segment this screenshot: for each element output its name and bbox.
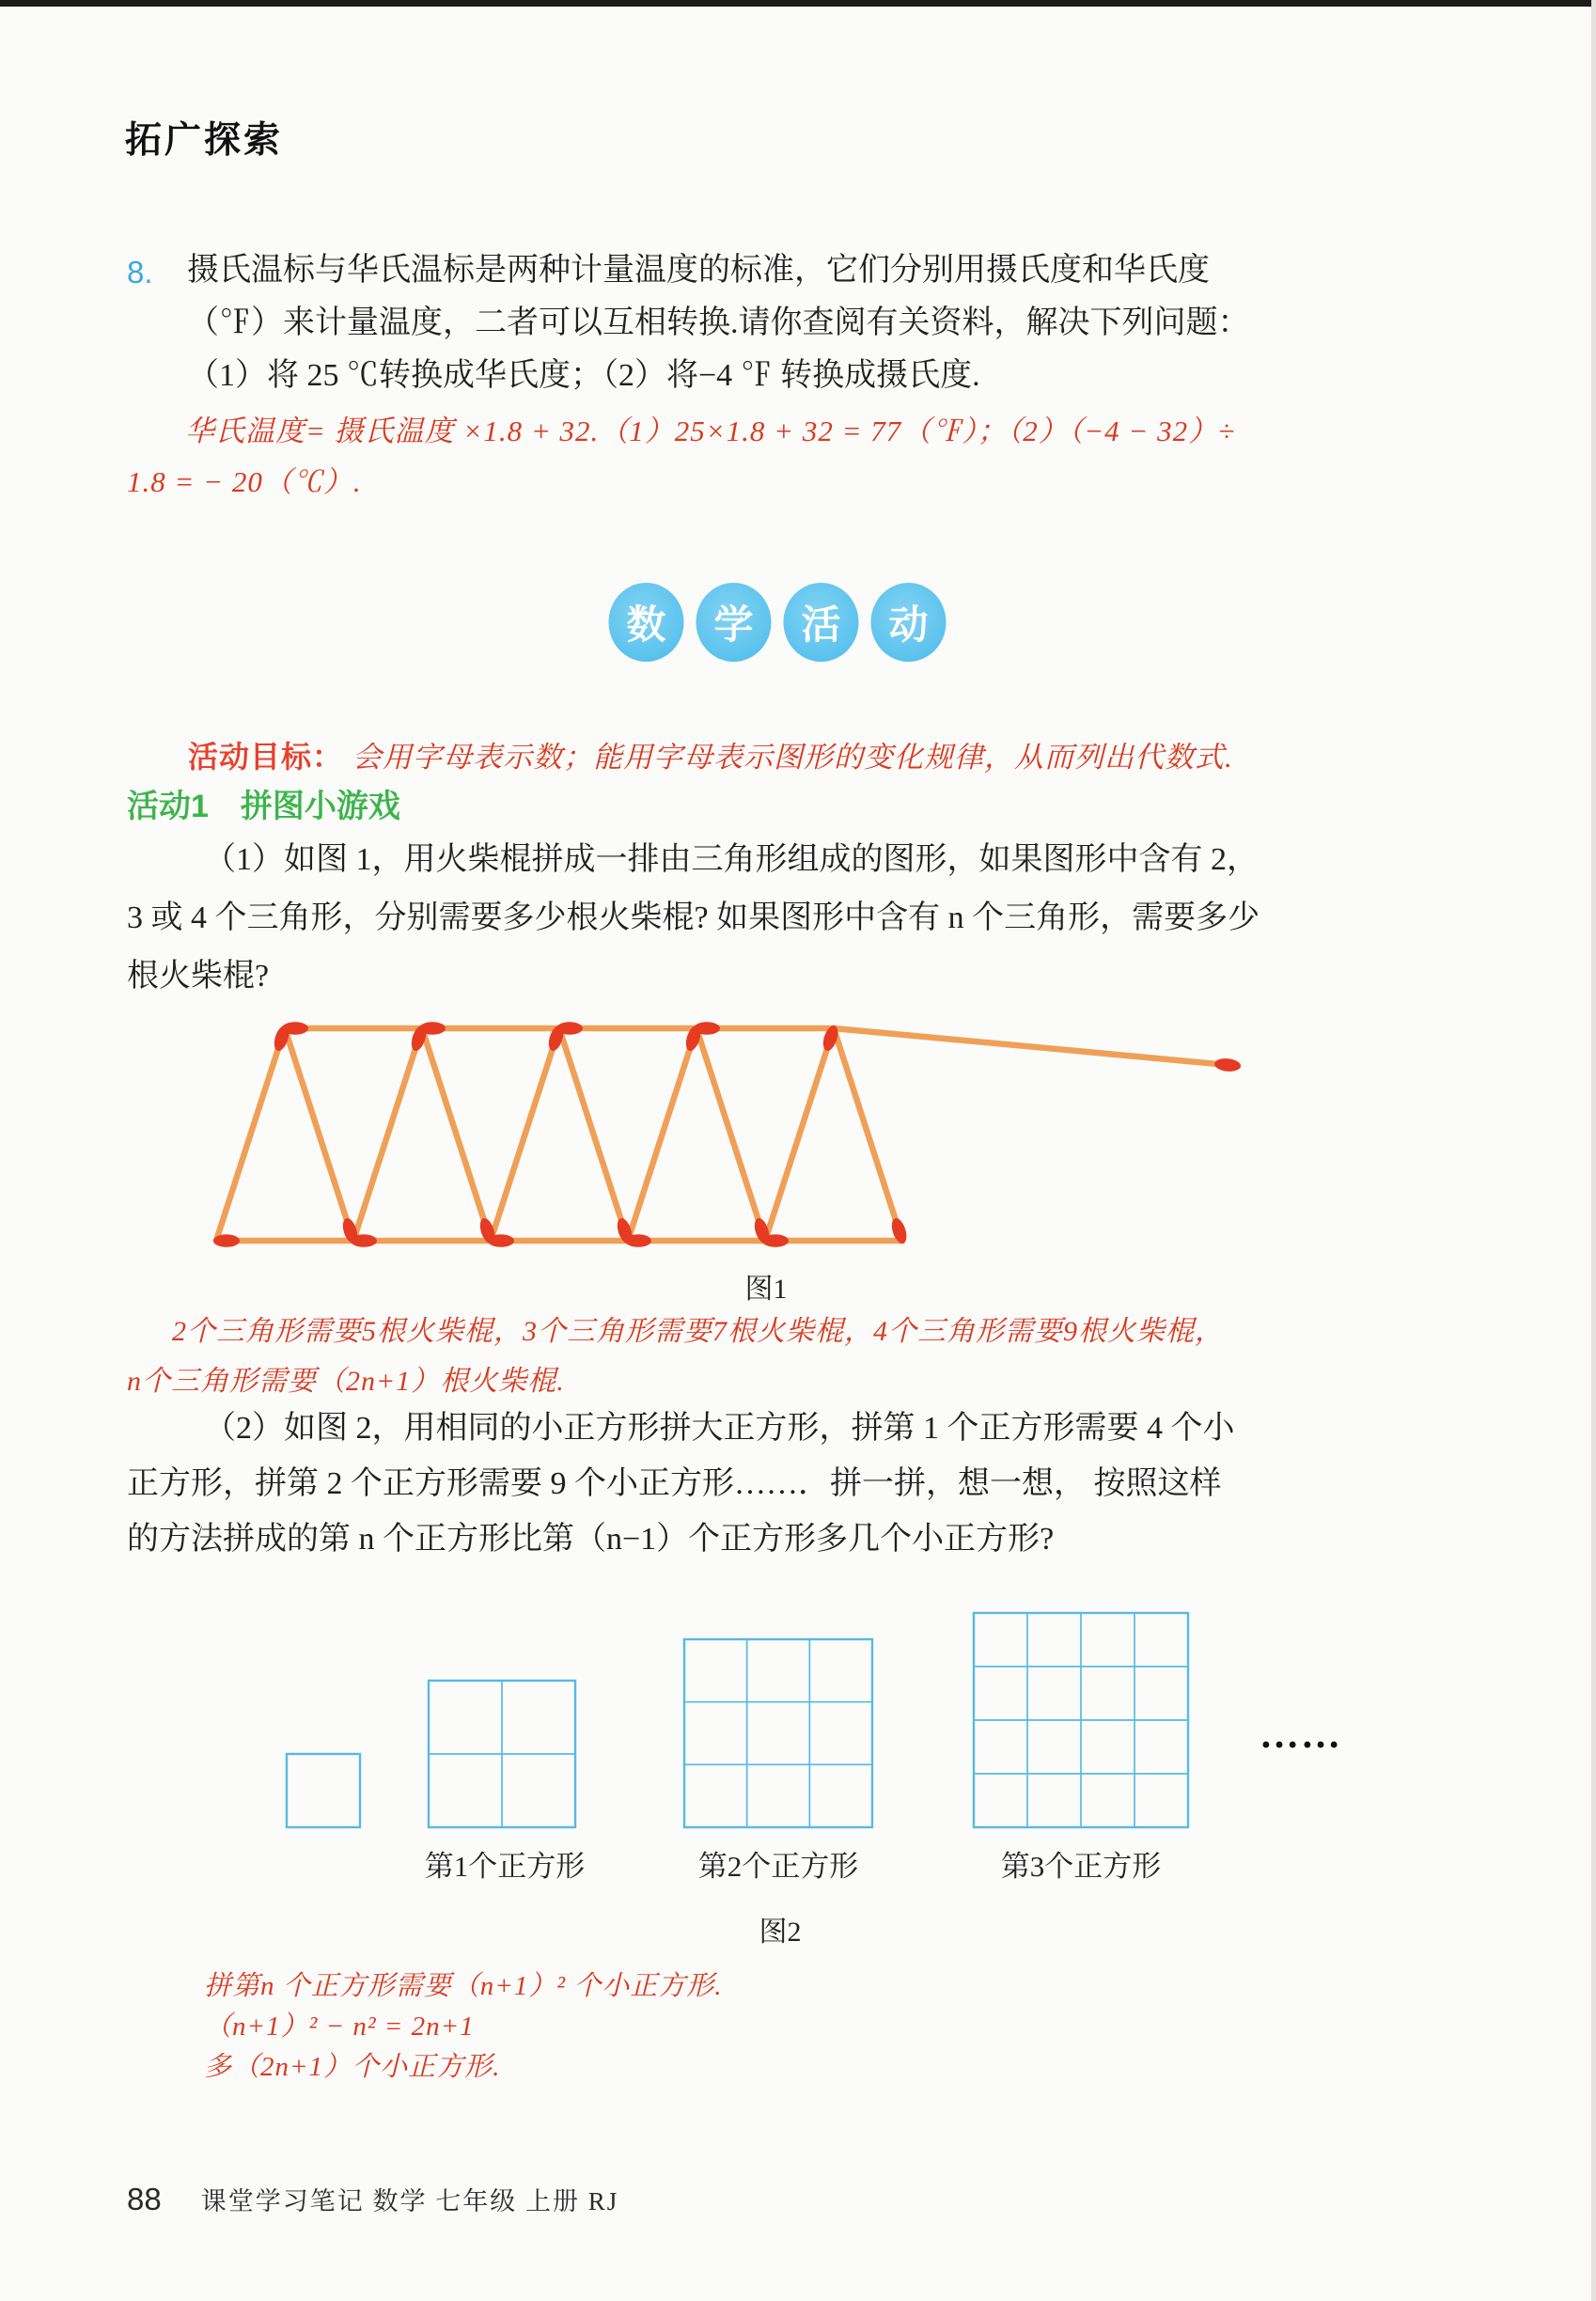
matchstick xyxy=(422,1028,491,1241)
matchstick xyxy=(628,1028,696,1241)
problem-line: （1）将 25 ℃转换成华氏度；（2）将−4 ℉ 转换成摄氏度. xyxy=(187,358,980,393)
activity1-title: 拼图小游戏 xyxy=(240,789,400,824)
answer-line: （n+1）² − n² = 2n+1 xyxy=(204,2011,475,2042)
badge-circle xyxy=(871,583,947,662)
paragraph-line: （2）如图 2，用相同的小正方形拼大正方形，拼第 1 个正方形需要 4 个小 xyxy=(204,1411,1235,1446)
badge-character: 数 xyxy=(626,603,666,647)
square-grid-outline xyxy=(287,1754,360,1827)
footer-text: 课堂学习笔记 数学 七年级 上册 RJ xyxy=(200,2187,619,2215)
matchstick xyxy=(285,1028,353,1241)
answer-line: 2个三角形需要5根火柴棍，3个三角形需要7根火柴棍，4个三角形需要9根火柴棍， xyxy=(172,1316,1224,1347)
scan-top-edge xyxy=(0,0,1596,7)
math-activity-badge xyxy=(609,583,947,662)
section-title: 拓广探索 xyxy=(125,120,284,161)
figure2-caption: 图2 xyxy=(759,1917,802,1948)
match-head xyxy=(556,1022,583,1035)
match-head xyxy=(419,1022,446,1035)
problem-line: 摄氏温标与华氏温标是两种计量温度的标准，它们分别用摄氏度和华氏度 xyxy=(187,253,1210,288)
figure2-label: 第3个正方形 xyxy=(1000,1850,1162,1883)
figure1-caption: 图1 xyxy=(744,1274,788,1305)
part1-paragraph xyxy=(127,831,1490,1006)
badge-circle xyxy=(609,583,684,662)
activity-goal-text: 会用字母表示数；能用字母表示图形的变化规律，从而列出代数式. xyxy=(352,741,1233,774)
matchstick xyxy=(834,1028,902,1241)
paragraph-line: （1）如图 1，用火柴棍拼成一排由三角形组成的图形，如果图形中含有 2， xyxy=(204,842,1259,877)
paragraph-line: 正方形，拼第 2 个正方形需要 9 个小正方形……．拼一拼，想一想， 按照这样 xyxy=(127,1466,1222,1501)
answer-line: 1.8 = − 20（℃）. xyxy=(127,465,362,498)
matchstick xyxy=(765,1028,834,1241)
badge-character: 活 xyxy=(801,603,841,647)
matchstick-figure-svg xyxy=(202,1008,1255,1263)
problem-line: （℉）来计量温度，二者可以互相转换.请你查阅有关资料，解决下列问题： xyxy=(187,305,1250,340)
badge-circle xyxy=(784,583,859,662)
match-head xyxy=(762,1234,789,1247)
badge-circle xyxy=(696,583,772,662)
answer-line: 华氏温度= 摄氏温度 ×1.8 + 32.（1）25×1.8 + 32 = 77（℉）；（2）（−4 − 32）÷ xyxy=(185,415,1236,447)
paragraph-line: 根火柴棍? xyxy=(127,959,270,994)
matchstick xyxy=(559,1028,628,1241)
match-head xyxy=(625,1234,651,1247)
problem-number: 8. xyxy=(127,255,153,290)
scan-right-edge xyxy=(1591,0,1596,2301)
matchstick xyxy=(696,1028,765,1241)
page-number: 88 xyxy=(127,2182,162,2216)
badge-character: 学 xyxy=(713,603,754,647)
part2-paragraph xyxy=(127,1401,1490,1567)
page-footer xyxy=(127,2181,618,2217)
match-head xyxy=(488,1234,514,1247)
match-head xyxy=(1213,1057,1241,1072)
problem-8 xyxy=(127,244,1480,402)
matchstick xyxy=(216,1028,285,1241)
activity1-heading xyxy=(127,780,400,826)
answer-line: 多（2n+1）个小正方形. xyxy=(204,2052,501,2082)
match-head xyxy=(694,1022,720,1035)
figure1-matchstick-triangles xyxy=(202,1008,1255,1263)
matchstick xyxy=(834,1028,1238,1066)
ellipsis-dots: …… xyxy=(1260,1714,1342,1757)
paragraph-line: 的方法拼成的第 n 个正方形比第（n−1）个正方形多几个小正方形? xyxy=(127,1522,1055,1557)
match-head xyxy=(282,1022,308,1035)
paragraph-line: 3 或 4 个三角形，分别需要多少根火柴棍? 如果图形中含有 n 个三角形，需要多少 xyxy=(127,900,1260,935)
matchstick xyxy=(491,1028,559,1241)
figure2-square-grids xyxy=(127,1607,1509,1946)
match-head xyxy=(351,1234,377,1247)
activity-goal-label: 活动目标： xyxy=(188,740,344,774)
answer-line: 拼第n 个正方形需要（n+1）² 个小正方形. xyxy=(204,1971,723,2001)
matchstick xyxy=(353,1028,422,1241)
figure2-label: 第1个正方形 xyxy=(424,1850,586,1883)
activity1-label: 活动1 xyxy=(127,789,209,824)
handwritten-answer-part2 xyxy=(204,1966,1332,2088)
figure2-label: 第2个正方形 xyxy=(697,1850,859,1883)
badge-character: 动 xyxy=(888,603,929,647)
answer-line: n个三角形需要（2n+1）根火柴棍. xyxy=(127,1366,565,1397)
square-grid-outline xyxy=(684,1639,872,1827)
handwritten-answer-problem8 xyxy=(127,406,1499,508)
activity-goal xyxy=(188,733,1504,776)
handwritten-answer-part1 xyxy=(127,1307,1518,1406)
match-head xyxy=(213,1234,240,1247)
